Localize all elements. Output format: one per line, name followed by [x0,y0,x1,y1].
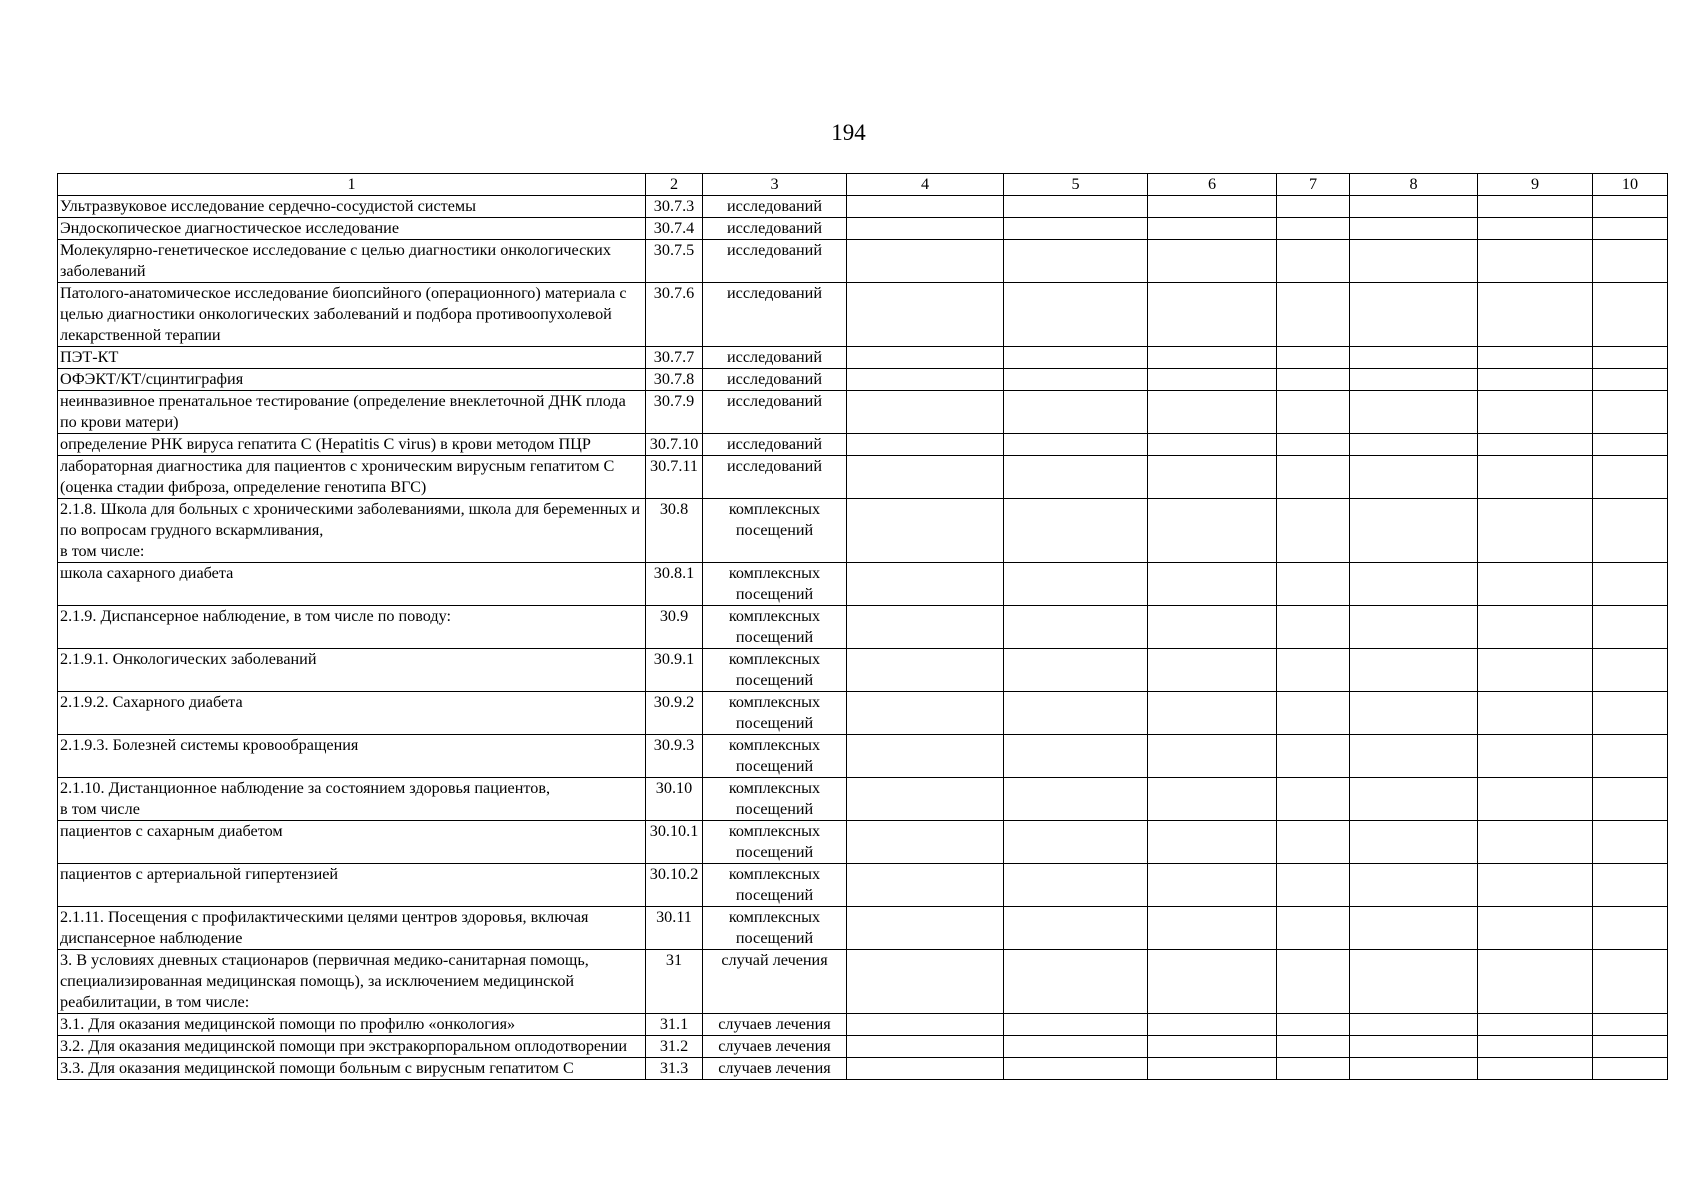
value-cell [1277,778,1350,821]
indicator-name-cell [58,692,646,735]
value-cell [1478,369,1593,391]
value-cell [1593,950,1668,1014]
value-cell [1148,606,1277,649]
unit-cell: случаев лечения [703,1058,847,1080]
table-row [58,391,1668,434]
value-cell [1350,692,1478,735]
value-cell [1004,218,1148,240]
value-cell [1478,649,1593,692]
value-cell [847,907,1004,950]
value-cell [1478,821,1593,864]
table-row [58,735,1668,778]
indicator-name-cell [58,434,646,456]
table-header-row [58,174,1668,196]
value-cell [1350,735,1478,778]
unit-cell: комплексных посещений [703,606,847,649]
value-cell [1593,1014,1668,1036]
value-cell [1277,864,1350,907]
column-header: 1 [58,174,646,196]
value-cell [1148,735,1277,778]
unit-cell: комплексных посещений [703,907,847,950]
indicator-name-cell [58,606,646,649]
row-code-cell: 30.10 [646,778,703,821]
indicator-name-cell [58,369,646,391]
indicator-name-line: 2.1.9.1. Онкологических заболеваний [60,650,317,668]
value-cell [1478,240,1593,283]
unit-cell: случай лечения [703,950,847,1014]
value-cell [1004,1058,1148,1080]
column-header: 4 [847,174,1004,196]
row-code-cell: 30.10.2 [646,864,703,907]
indicator-name-cell [58,196,646,218]
value-cell [1350,778,1478,821]
indicator-name-line: Патолого-анатомическое исследование биопсийного (операционного) материала с целью диагностики онкологических заболеваний и подбора противоопухолевой лекарственной терапии [60,284,627,344]
indicator-name-line: Молекулярно-генетическое исследование с целью диагностики онкологических заболеваний [60,241,611,280]
row-code-cell: 31.3 [646,1058,703,1080]
row-code-cell: 30.7.11 [646,456,703,499]
value-cell [1148,692,1277,735]
value-cell [1350,347,1478,369]
indicator-name-line: школа сахарного диабета [60,564,234,582]
value-cell [1004,499,1148,563]
indicator-name-line: 2.1.9.3. Болезней системы кровообращения [60,736,359,754]
value-cell [1478,1014,1593,1036]
value-cell [847,456,1004,499]
row-code-cell: 31.1 [646,1014,703,1036]
value-cell [847,778,1004,821]
value-cell [1478,283,1593,347]
indicator-name-line: 2.1.9. Диспансерное наблюдение, в том числе по поводу: [60,607,452,625]
value-cell [1593,369,1668,391]
table-row [58,1058,1668,1080]
value-cell [1350,950,1478,1014]
value-cell [1148,240,1277,283]
indicator-name-line: 3.1. Для оказания медицинской помощи по профилю «онкология» [60,1015,516,1033]
value-cell [1350,499,1478,563]
value-cell [1148,499,1277,563]
unit-cell: исследований [703,434,847,456]
value-cell [1004,391,1148,434]
unit-cell: комплексных посещений [703,649,847,692]
row-code-cell: 30.10.1 [646,821,703,864]
row-code-cell: 30.9.2 [646,692,703,735]
row-code-cell: 30.9.3 [646,735,703,778]
value-cell [1004,283,1148,347]
value-cell [1277,434,1350,456]
indicator-name-cell [58,218,646,240]
value-cell [1277,369,1350,391]
value-cell [1478,563,1593,606]
unit-cell: комплексных посещений [703,499,847,563]
value-cell [847,283,1004,347]
indicator-name-line: ПЭТ-КТ [60,348,119,366]
value-cell [1277,692,1350,735]
value-cell [1350,456,1478,499]
indicator-name-cell [58,391,646,434]
value-cell [847,606,1004,649]
table-row [58,864,1668,907]
value-cell [1350,434,1478,456]
unit-cell: исследований [703,218,847,240]
indicator-name-cell [58,864,646,907]
indicator-name-cell [58,735,646,778]
value-cell [1478,735,1593,778]
value-cell [1277,218,1350,240]
value-cell [1350,240,1478,283]
table-row [58,369,1668,391]
value-cell [1350,1036,1478,1058]
row-code-cell: 30.9 [646,606,703,649]
table-row [58,283,1668,347]
value-cell [1148,434,1277,456]
indicator-name-cell [58,649,646,692]
value-cell [1277,907,1350,950]
value-cell [847,1014,1004,1036]
value-cell [1478,499,1593,563]
unit-cell: комплексных посещений [703,563,847,606]
value-cell [1004,907,1148,950]
column-header: 8 [1350,174,1478,196]
value-cell [847,735,1004,778]
indicator-name-line: 2.1.9.2. Сахарного диабета [60,693,243,711]
indicator-name-cell [58,1058,646,1080]
indicator-name-line: 2.1.11. Посещения с профилактическими целями центров здоровья, включая диспансерное наблюдение [60,908,589,947]
value-cell [1478,907,1593,950]
table-body [58,196,1668,1080]
indicator-name-line: пациентов с артериальной гипертензией [60,865,339,883]
value-cell [1148,821,1277,864]
table-row [58,606,1668,649]
table-row [58,1036,1668,1058]
row-code-cell: 30.7.4 [646,218,703,240]
value-cell [1593,735,1668,778]
value-cell [1350,218,1478,240]
indicator-name-line: 2.1.10. Дистанционное наблюдение за состоянием здоровья пациентов, [60,779,551,797]
value-cell [1593,456,1668,499]
value-cell [1004,692,1148,735]
value-cell [1277,606,1350,649]
value-cell [1593,283,1668,347]
unit-cell: исследований [703,347,847,369]
value-cell [1350,391,1478,434]
value-cell [1593,563,1668,606]
value-cell [1004,864,1148,907]
value-cell [1148,1036,1277,1058]
value-cell [1004,735,1148,778]
indicator-name-line: Эндоскопическое диагностическое исследование [60,219,400,237]
unit-cell: комплексных посещений [703,692,847,735]
value-cell [1478,864,1593,907]
row-code-cell: 30.7.8 [646,369,703,391]
value-cell [1478,606,1593,649]
value-cell [1148,1014,1277,1036]
unit-cell: исследований [703,196,847,218]
table-row [58,240,1668,283]
value-cell [1148,369,1277,391]
value-cell [1478,778,1593,821]
value-cell [847,499,1004,563]
indicator-name-line: 3. В условиях дневных стационаров (первичная медико-санитарная помощь, специализированная медицинская помощь), за исключением медицинской реабилитации, в том числе: [60,951,589,1011]
page-number: 194 [831,120,866,145]
value-cell [1148,218,1277,240]
value-cell [847,1058,1004,1080]
value-cell [1148,1058,1277,1080]
value-cell [1478,218,1593,240]
value-cell [1148,196,1277,218]
table-row [58,218,1668,240]
indicator-name-line: Ультразвуковое исследование сердечно-сосудистой системы [60,197,477,215]
table-row [58,434,1668,456]
value-cell [1593,1058,1668,1080]
table-row [58,692,1668,735]
table-row [58,347,1668,369]
indicator-name-cell [58,950,646,1014]
value-cell [1004,196,1148,218]
value-cell [1004,821,1148,864]
value-cell [1148,347,1277,369]
value-cell [1478,692,1593,735]
value-cell [1004,950,1148,1014]
value-cell [1593,778,1668,821]
value-cell [1593,218,1668,240]
value-cell [1004,240,1148,283]
value-cell [1593,864,1668,907]
row-code-cell: 30.7.5 [646,240,703,283]
value-cell [1350,907,1478,950]
value-cell [847,218,1004,240]
value-cell [1148,456,1277,499]
value-cell [847,240,1004,283]
value-cell [847,1036,1004,1058]
unit-cell: комплексных посещений [703,735,847,778]
indicator-name-cell [58,1036,646,1058]
value-cell [1148,907,1277,950]
value-cell [1148,649,1277,692]
indicator-name-line: 3.3. Для оказания медицинской помощи больным с вирусным гепатитом С [60,1059,574,1077]
value-cell [1277,347,1350,369]
value-cell [1277,240,1350,283]
table-row [58,821,1668,864]
value-cell [1350,1058,1478,1080]
indicator-name-cell [58,499,646,563]
value-cell [1148,391,1277,434]
row-code-cell: 31.2 [646,1036,703,1058]
column-header: 6 [1148,174,1277,196]
row-code-cell: 30.8.1 [646,563,703,606]
value-cell [1148,563,1277,606]
row-code-cell: 30.11 [646,907,703,950]
indicator-name-cell [58,821,646,864]
value-cell [1593,499,1668,563]
table-row [58,649,1668,692]
table-row [58,907,1668,950]
value-cell [1478,1036,1593,1058]
value-cell [847,821,1004,864]
value-cell [1004,1036,1148,1058]
value-cell [1148,283,1277,347]
value-cell [1593,1036,1668,1058]
value-cell [1004,606,1148,649]
indicator-name-cell [58,563,646,606]
column-header: 5 [1004,174,1148,196]
value-cell [1004,563,1148,606]
indicator-name-line: 3.2. Для оказания медицинской помощи при экстракорпоральном оплодотворении [60,1037,628,1055]
indicator-name-cell [58,1014,646,1036]
value-cell [1350,821,1478,864]
row-code-cell: 31 [646,950,703,1014]
value-cell [1350,606,1478,649]
unit-cell: комплексных посещений [703,821,847,864]
indicator-name-cell [58,347,646,369]
value-cell [1350,283,1478,347]
table-row [58,456,1668,499]
value-cell [1004,649,1148,692]
indicator-name-line: ОФЭКТ/КТ/сцинтиграфия [60,370,244,388]
value-cell [1277,649,1350,692]
row-code-cell: 30.7.6 [646,283,703,347]
row-code-cell: 30.7.10 [646,434,703,456]
value-cell [1593,347,1668,369]
value-cell [847,692,1004,735]
table-row [58,196,1668,218]
value-cell [1277,1036,1350,1058]
value-cell [847,950,1004,1014]
value-cell [1593,649,1668,692]
value-cell [1350,196,1478,218]
value-cell [847,864,1004,907]
value-cell [1593,434,1668,456]
value-cell [1004,369,1148,391]
table-row [58,499,1668,563]
value-cell [847,563,1004,606]
value-cell [1277,1014,1350,1036]
column-header: 3 [703,174,847,196]
value-cell [1593,821,1668,864]
row-code-cell: 30.8 [646,499,703,563]
value-cell [1004,434,1148,456]
value-cell [847,196,1004,218]
value-cell [1350,563,1478,606]
unit-cell: исследований [703,391,847,434]
value-cell [1277,391,1350,434]
value-cell [847,434,1004,456]
value-cell [1478,950,1593,1014]
indicator-name-line: пациентов с сахарным диабетом [60,822,283,840]
indicator-name-line: лабораторная диагностика для пациентов с хроническим вирусным гепатитом С (оценка стадии фиброза, определение генотипа ВГС) [60,457,615,496]
value-cell [1593,240,1668,283]
indicator-name-cell [58,283,646,347]
table-row [58,1014,1668,1036]
unit-cell: случаев лечения [703,1036,847,1058]
data-table [57,173,1668,1080]
value-cell [1277,950,1350,1014]
column-header: 7 [1277,174,1350,196]
indicator-name-line: неинвазивное пренатальное тестирование (определение внеклеточной ДНК плода по крови матери) [60,392,626,431]
value-cell [1004,778,1148,821]
table-row [58,778,1668,821]
row-code-cell: 30.7.9 [646,391,703,434]
value-cell [1277,821,1350,864]
value-cell [847,391,1004,434]
value-cell [1277,456,1350,499]
table-row [58,950,1668,1014]
indicator-name-cell [58,778,646,821]
unit-cell: исследований [703,456,847,499]
row-code-cell: 30.7.3 [646,196,703,218]
value-cell [1148,950,1277,1014]
column-header: 9 [1478,174,1593,196]
unit-cell: случаев лечения [703,1014,847,1036]
indicator-name-cell [58,907,646,950]
value-cell [1004,1014,1148,1036]
value-cell [1350,369,1478,391]
value-cell [1004,347,1148,369]
indicator-name-cell [58,240,646,283]
indicator-name-line: в том числе: [60,542,145,560]
value-cell [1593,196,1668,218]
column-header: 10 [1593,174,1668,196]
value-cell [1350,1014,1478,1036]
indicator-name-cell [58,456,646,499]
unit-cell: исследований [703,240,847,283]
value-cell [1593,391,1668,434]
value-cell [1478,456,1593,499]
value-cell [1350,649,1478,692]
value-cell [1277,735,1350,778]
value-cell [1148,864,1277,907]
column-header: 2 [646,174,703,196]
table-row [58,563,1668,606]
value-cell [847,347,1004,369]
value-cell [847,649,1004,692]
unit-cell: исследований [703,283,847,347]
value-cell [1478,391,1593,434]
indicator-name-line: определение РНК вируса гепатита С (Hepatitis C virus) в крови методом ПЦР [60,435,591,453]
value-cell [1478,196,1593,218]
unit-cell: комплексных посещений [703,864,847,907]
unit-cell: комплексных посещений [703,778,847,821]
value-cell [1593,692,1668,735]
value-cell [1478,434,1593,456]
value-cell [1004,456,1148,499]
value-cell [1593,907,1668,950]
unit-cell: исследований [703,369,847,391]
value-cell [1277,196,1350,218]
indicator-name-line: 2.1.8. Школа для больных с хроническими заболеваниями, школа для беременных и по вопросам грудного вскармливания, [60,500,641,539]
value-cell [1277,499,1350,563]
value-cell [1350,864,1478,907]
indicator-name-line: в том числе [60,800,140,818]
value-cell [1478,1058,1593,1080]
row-code-cell: 30.7.7 [646,347,703,369]
value-cell [1478,347,1593,369]
value-cell [1277,283,1350,347]
value-cell [1277,563,1350,606]
value-cell [1277,1058,1350,1080]
value-cell [1148,778,1277,821]
value-cell [847,369,1004,391]
value-cell [1593,606,1668,649]
row-code-cell: 30.9.1 [646,649,703,692]
